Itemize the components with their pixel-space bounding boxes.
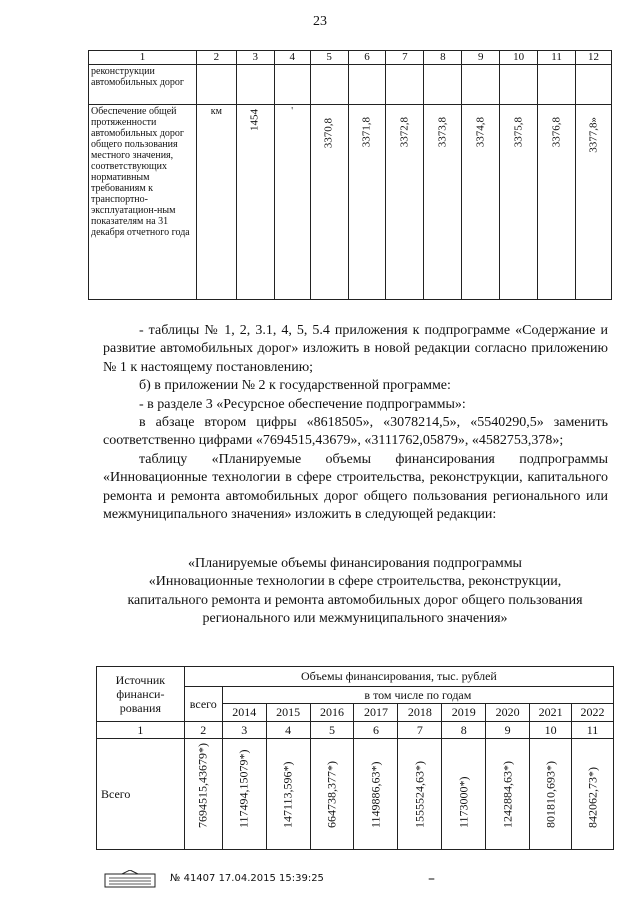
title-line: капитального ремонта и ремонта автомобильных дорог общего пользования bbox=[127, 592, 583, 608]
year-header: 2014 bbox=[222, 704, 266, 722]
value-cell: 3375,8 bbox=[512, 117, 525, 148]
value-cell: 1555524,63*) bbox=[412, 761, 427, 828]
value-cell: 7694515,43679*) bbox=[195, 743, 210, 828]
footer-dash: – bbox=[428, 871, 435, 887]
unit-cell: км bbox=[196, 105, 236, 300]
body-text bbox=[103, 322, 608, 524]
row-label: реконструкции автомобильных дорог bbox=[89, 65, 197, 105]
table-row bbox=[97, 739, 614, 850]
col-num: 11 bbox=[538, 51, 576, 65]
value-cell: 3376,8 bbox=[550, 117, 563, 148]
col-num: 4 bbox=[266, 722, 310, 739]
registration-info: № 41407 17.04.2015 15:39:25 bbox=[170, 873, 324, 884]
financing-table bbox=[96, 666, 614, 850]
value-cell: 1149886,63*) bbox=[368, 761, 383, 828]
value-cell: 1173000*) bbox=[456, 776, 471, 828]
volumes-header: Объемы финансирования, тыс. рублей bbox=[184, 667, 613, 687]
paragraph: - таблицы № 1, 2, 3.1, 4, 5, 5.4 приложения к подпрограмме «Содержание и развитие автомобильных дорог» изложить в новой редакции согласно приложению № 1 к настоящему постановлению; bbox=[103, 323, 608, 375]
title-line: «Инновационные технологии в сфере строительства, реконструкции, bbox=[148, 574, 562, 590]
page-number: 23 bbox=[313, 14, 327, 29]
col-num: 3 bbox=[222, 722, 266, 739]
col-num: 10 bbox=[500, 51, 538, 65]
value-cell: 3373,8 bbox=[436, 117, 449, 148]
footer bbox=[104, 870, 524, 890]
year-header: 2019 bbox=[442, 704, 486, 722]
col-num: 5 bbox=[310, 722, 354, 739]
year-header: 2015 bbox=[266, 704, 310, 722]
col-num: 6 bbox=[354, 722, 398, 739]
col-num: 8 bbox=[442, 722, 486, 739]
paragraph: в абзаце втором цифры «8618505», «3078214,5», «5540290,5» заменить соответственно цифрами «7694515,43679», «3111762,05879», «4582753,378»; bbox=[103, 415, 608, 449]
table-title bbox=[95, 555, 615, 629]
col-number-row bbox=[97, 722, 614, 739]
year-header: 2017 bbox=[354, 704, 398, 722]
value-cell: 842062,73*) bbox=[585, 767, 599, 828]
col-num: 11 bbox=[572, 722, 614, 739]
col-num: 9 bbox=[486, 722, 530, 739]
title-line: регионального или межмуниципального значения» bbox=[202, 611, 508, 627]
title-line: «Планируемые объемы финансирования подпрограммы bbox=[188, 556, 522, 571]
col-num: 7 bbox=[386, 51, 424, 65]
total-header: всего bbox=[184, 687, 222, 722]
col-num: 8 bbox=[424, 51, 462, 65]
value-cell: 1242884,63*) bbox=[500, 761, 515, 828]
col-num: 1 bbox=[89, 51, 197, 65]
col-num: 2 bbox=[196, 51, 236, 65]
col-num: 7 bbox=[398, 722, 442, 739]
value-cell: 664738,377*) bbox=[324, 761, 339, 828]
row-label: Обеспечение общей протяженности автомобильных дорог общего пользования местного значения, соответствующих нормативным требованиям к транспортно-эксплуатацион-ным показателям на 31 декабря отчетного года bbox=[89, 105, 197, 300]
year-header: 2020 bbox=[486, 704, 530, 722]
paragraph: таблицу «Планируемые объемы финансирования подпрограммы «Инновационные технологии в сфере строительства, реконструкции, капитального ремонта и ремонта автомобильных дорог общего пользования регионального или межмуниципального значения» изложить в следующей редакции: bbox=[103, 451, 608, 523]
col-num: 3 bbox=[236, 51, 274, 65]
year-header: 2022 bbox=[572, 704, 614, 722]
table-row bbox=[89, 65, 612, 105]
indicator-table bbox=[88, 50, 612, 300]
paragraph: б) в приложении № 2 к государственной программе: bbox=[139, 378, 451, 394]
value-cell: 801810,693*) bbox=[543, 761, 558, 828]
indicator-header-row bbox=[89, 51, 612, 65]
col-num: 2 bbox=[184, 722, 222, 739]
year-header: 2018 bbox=[398, 704, 442, 722]
col-num: 9 bbox=[462, 51, 500, 65]
value-cell: 1454 bbox=[248, 109, 261, 131]
col-num: 5 bbox=[310, 51, 348, 65]
value-cell: 3377,8» bbox=[587, 117, 599, 153]
col-num: 6 bbox=[348, 51, 386, 65]
row-label: Всего bbox=[97, 739, 185, 850]
value-cell: 3371,8 bbox=[360, 117, 373, 148]
value-cell: 3374,8 bbox=[474, 117, 487, 148]
paragraph: - в разделе 3 «Ресурсное обеспечение подпрограммы»: bbox=[139, 396, 466, 412]
value-cell: 117494,15079*) bbox=[236, 749, 251, 828]
value-cell: 3372,8 bbox=[398, 117, 411, 148]
col-num: 4 bbox=[274, 51, 310, 65]
registry-stamp-icon bbox=[104, 870, 156, 888]
value-cell: 3370,8 bbox=[322, 118, 335, 149]
year-header: 2021 bbox=[530, 704, 572, 722]
col-num: 1 bbox=[97, 722, 185, 739]
source-header: Источник финанси-рования bbox=[97, 667, 185, 722]
value-cell: ' bbox=[274, 105, 310, 300]
table-row bbox=[89, 105, 612, 300]
col-num: 12 bbox=[576, 51, 612, 65]
by-year-header: в том числе по годам bbox=[222, 687, 613, 704]
value-cell: 147113,596*) bbox=[280, 761, 295, 828]
year-header: 2016 bbox=[310, 704, 354, 722]
col-num: 10 bbox=[530, 722, 572, 739]
